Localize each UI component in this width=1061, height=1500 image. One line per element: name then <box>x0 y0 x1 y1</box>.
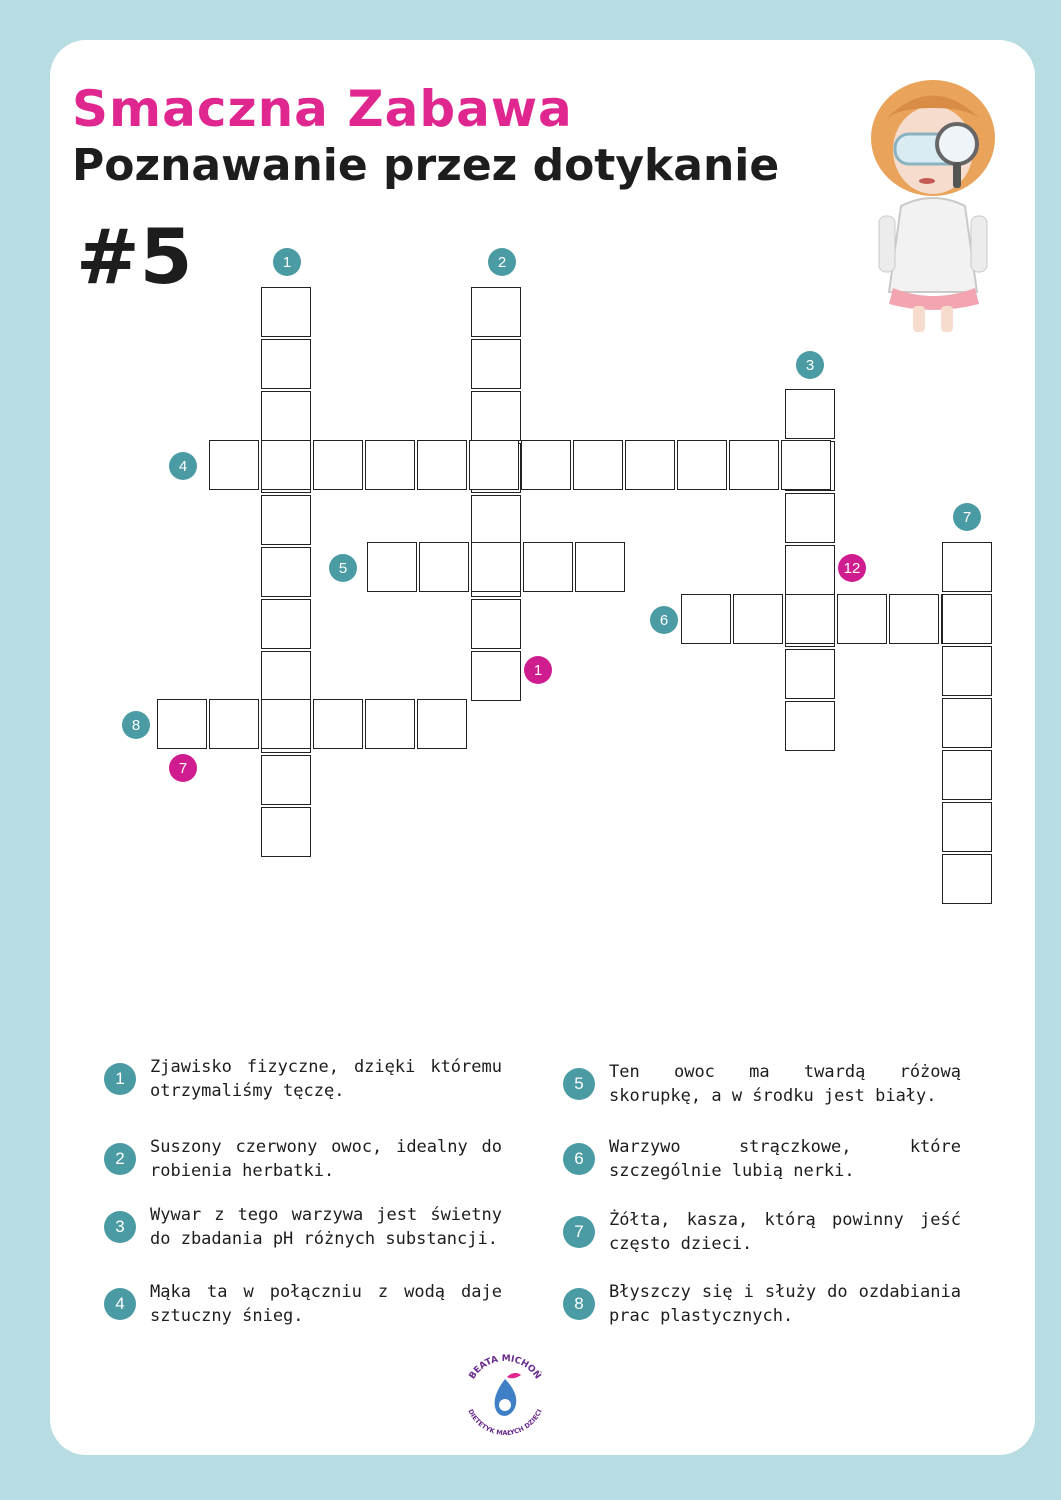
crossword-cell[interactable] <box>942 750 992 800</box>
crossword-cell[interactable] <box>942 646 992 696</box>
crossword-cell[interactable] <box>261 391 311 441</box>
crossword-cell[interactable] <box>157 699 207 749</box>
crossword-cell[interactable] <box>261 651 311 701</box>
clue-number-badge: 4 <box>104 1288 136 1320</box>
crossword-cell[interactable] <box>209 699 259 749</box>
crossword-cell[interactable] <box>785 701 835 751</box>
crossword-number-badge: 4 <box>169 452 197 480</box>
clue-text: Suszony czerwony owoc, idealny do robienia herbatki. <box>150 1137 502 1181</box>
crossword-cell[interactable] <box>261 495 311 545</box>
crossword-cell[interactable] <box>367 542 417 592</box>
clue-text: Żółta, kasza, którą powinny jeść często dzieci. <box>609 1210 961 1254</box>
crossword-cell[interactable] <box>471 542 521 592</box>
crossword-number-badge: 3 <box>796 351 824 379</box>
crossword-cell[interactable] <box>261 755 311 805</box>
crossword-cell[interactable] <box>471 391 521 441</box>
clue-text: Błyszczy się i służy do ozdabiania prac plastycznych. <box>609 1282 961 1326</box>
clue-6 <box>563 1135 961 1183</box>
scientist-girl-illustration <box>865 78 1005 338</box>
crossword-cell[interactable] <box>785 649 835 699</box>
crossword-cell[interactable] <box>942 542 992 592</box>
clue-number-badge: 1 <box>104 1063 136 1095</box>
crossword-cell[interactable] <box>889 594 939 644</box>
clue-number-badge: 2 <box>104 1143 136 1175</box>
crossword-cell[interactable] <box>785 389 835 439</box>
crossword-number-badge: 5 <box>329 554 357 582</box>
crossword-cell[interactable] <box>733 594 783 644</box>
clue-2 <box>104 1135 502 1183</box>
crossword-cell[interactable] <box>313 440 363 490</box>
clue-text: Mąka ta w połączniu z wodą daje sztuczny śnieg. <box>150 1282 502 1326</box>
crossword-number-badge: 7 <box>953 503 981 531</box>
solution-letter-badge: 7 <box>169 754 197 782</box>
crossword-cell[interactable] <box>942 594 992 644</box>
page-subtitle: Poznawanie przez dotykanie <box>72 140 780 191</box>
crossword-cell[interactable] <box>781 440 831 490</box>
crossword-cell[interactable] <box>573 440 623 490</box>
crossword-cell[interactable] <box>521 440 571 490</box>
svg-text:BEATA MICHOŃ <box>468 1354 544 1381</box>
crossword-cell[interactable] <box>261 547 311 597</box>
crossword-cell[interactable] <box>261 807 311 857</box>
clue-1 <box>104 1055 502 1103</box>
crossword-cell[interactable] <box>471 495 521 545</box>
crossword-number-badge: 6 <box>650 606 678 634</box>
crossword-cell[interactable] <box>785 493 835 543</box>
clue-number-badge: 8 <box>563 1288 595 1320</box>
worksheet-number: #5 <box>76 212 193 301</box>
clue-number-badge: 3 <box>104 1211 136 1243</box>
solution-letter-badge: 1 <box>524 656 552 684</box>
crossword-cell[interactable] <box>261 599 311 649</box>
crossword-cell[interactable] <box>261 440 311 490</box>
crossword-cell[interactable] <box>785 545 835 595</box>
clue-text: Wywar z tego warzywa jest świetny do zbadania pH różnych substancji. <box>150 1205 502 1249</box>
crossword-cell[interactable] <box>419 542 469 592</box>
clue-8 <box>563 1280 961 1328</box>
clue-4 <box>104 1280 502 1328</box>
crossword-cell[interactable] <box>471 287 521 337</box>
crossword-cell[interactable] <box>471 599 521 649</box>
clue-text: Warzywo strączkowe, które szczególnie lubią nerki. <box>609 1137 961 1181</box>
crossword-cell[interactable] <box>729 440 779 490</box>
clue-7 <box>563 1208 961 1256</box>
crossword-cell[interactable] <box>261 287 311 337</box>
crossword-number-badge: 8 <box>122 711 150 739</box>
crossword-cell[interactable] <box>942 854 992 904</box>
crossword-cell[interactable] <box>417 440 467 490</box>
crossword-cell[interactable] <box>785 594 835 644</box>
crossword-cell[interactable] <box>313 699 363 749</box>
clue-text: Ten owoc ma twardą różową skorupkę, a w środku jest biały. <box>609 1062 961 1106</box>
crossword-cell[interactable] <box>417 699 467 749</box>
crossword-cell[interactable] <box>575 542 625 592</box>
crossword-cell[interactable] <box>523 542 573 592</box>
logo-top-text: BEATA MICHOŃ <box>467 1353 543 1382</box>
crossword-cell[interactable] <box>261 339 311 389</box>
crossword-cell[interactable] <box>837 594 887 644</box>
crossword-cell[interactable] <box>942 802 992 852</box>
crossword-cell[interactable] <box>365 440 415 490</box>
clue-number-badge: 6 <box>563 1143 595 1175</box>
clue-5 <box>563 1060 961 1108</box>
crossword-number-badge: 2 <box>488 248 516 276</box>
crossword-cell[interactable] <box>261 699 311 749</box>
crossword-cell[interactable] <box>209 440 259 490</box>
crossword-cell[interactable] <box>681 594 731 644</box>
clue-number-badge: 5 <box>563 1068 595 1100</box>
logo-bottom-text: DIETETYK MAŁYCH DZIECI <box>466 1407 544 1438</box>
crossword-cell[interactable] <box>471 339 521 389</box>
beata-michon-logo <box>455 1345 555 1445</box>
crossword-number-badge: 1 <box>273 248 301 276</box>
clue-3 <box>104 1203 502 1251</box>
clue-number-badge: 7 <box>563 1216 595 1248</box>
crossword-cell[interactable] <box>365 699 415 749</box>
crossword-cell[interactable] <box>677 440 727 490</box>
crossword-cell[interactable] <box>469 440 519 490</box>
page-title: Smaczna Zabawa <box>72 80 573 138</box>
crossword-cell[interactable] <box>942 698 992 748</box>
crossword-cell[interactable] <box>625 440 675 490</box>
crossword-cell[interactable] <box>471 651 521 701</box>
clue-text: Zjawisko fizyczne, dzięki któremu otrzymaliśmy tęczę. <box>150 1057 502 1101</box>
solution-letter-badge: 12 <box>838 554 866 582</box>
